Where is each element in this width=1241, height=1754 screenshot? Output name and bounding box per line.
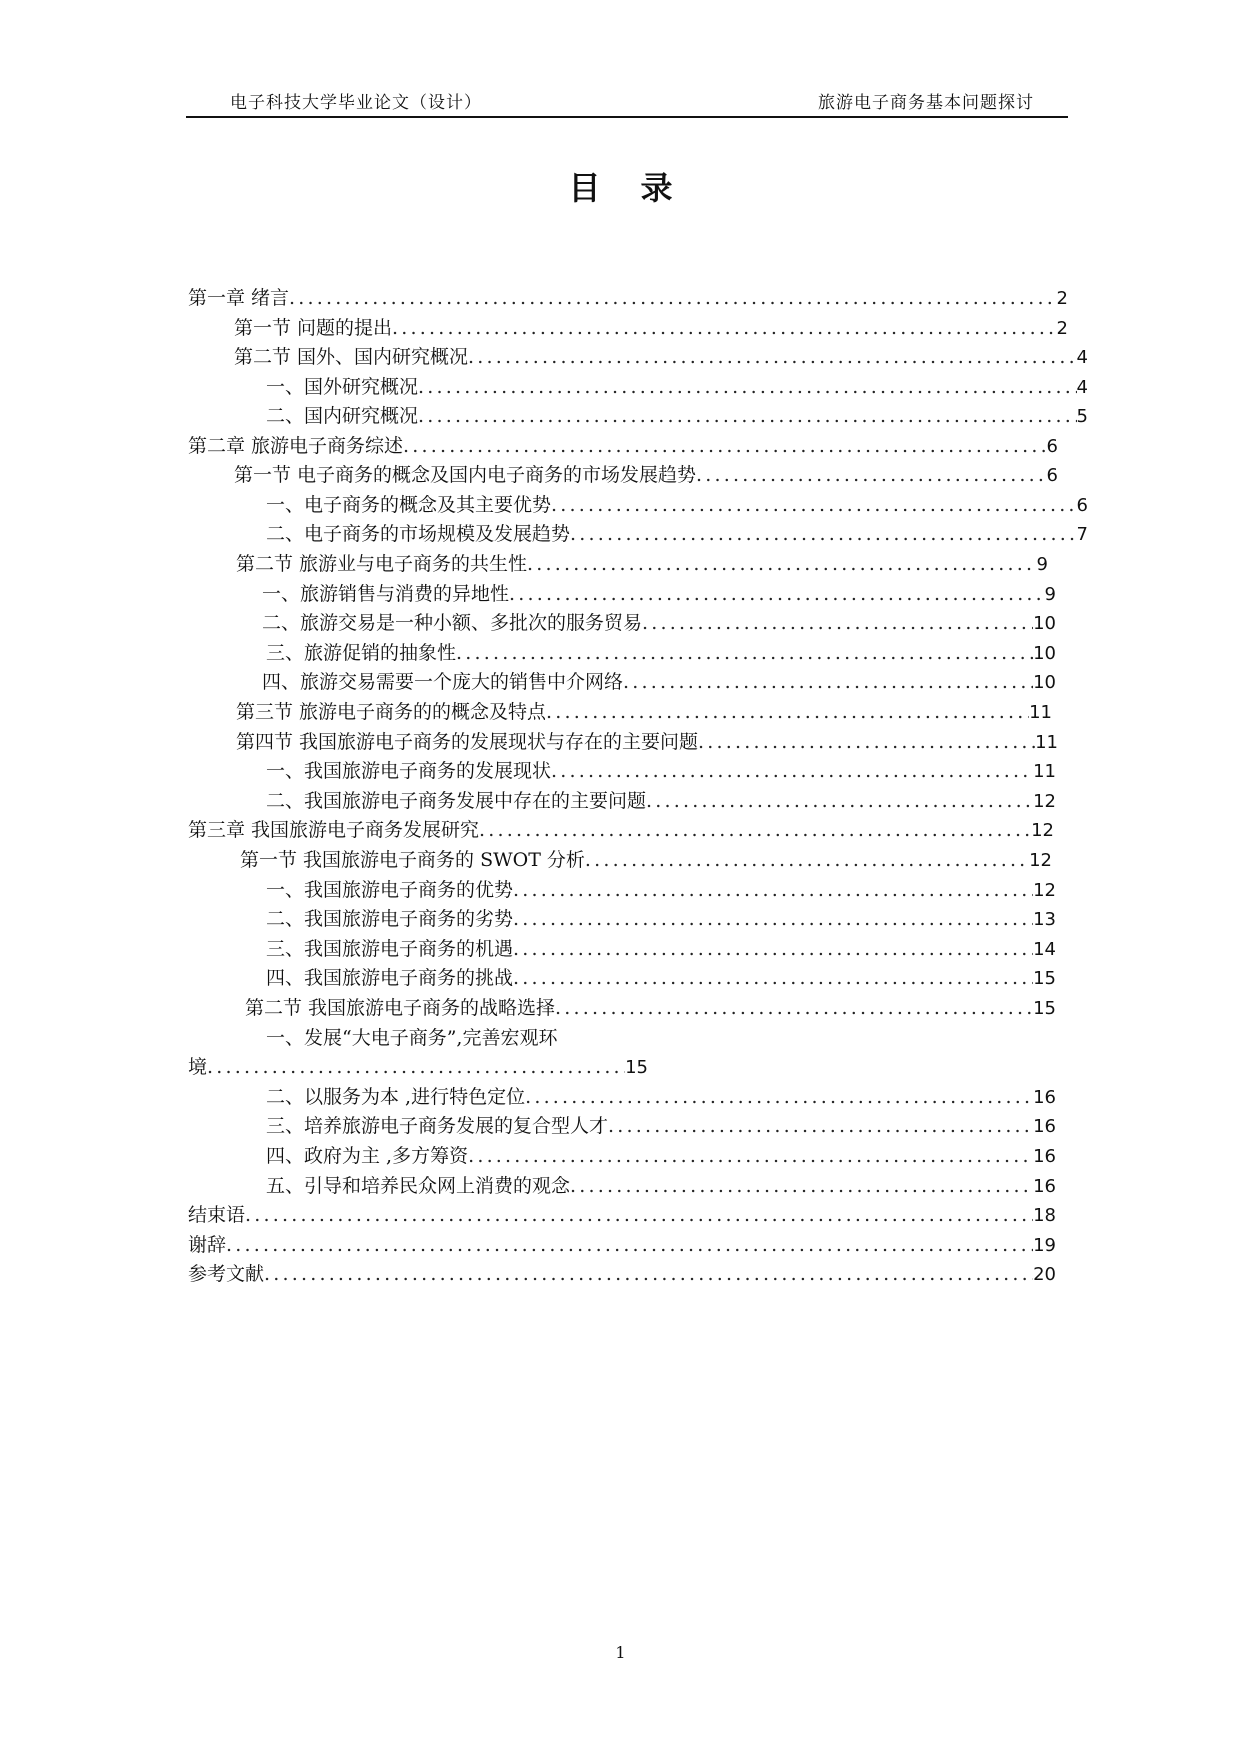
toc-entry[interactable]	[234, 342, 1088, 369]
toc-entry-wrapped[interactable]: 一、发展“大电子商务”,完善宏观环	[266, 1027, 558, 1049]
toc-entry[interactable]	[262, 579, 1056, 606]
toc-label: 结束语	[188, 1204, 246, 1226]
header-right: 旅游电子商务基本问题探讨	[818, 93, 1034, 113]
toc-page: 2	[1056, 318, 1068, 339]
toc-entry[interactable]	[266, 519, 1088, 546]
toc-page: 11	[1033, 761, 1056, 782]
toc-page: 12	[1031, 820, 1054, 841]
toc-page: 6	[1076, 495, 1088, 516]
toc-entry[interactable]	[188, 1230, 1056, 1257]
toc-label: 谢辞	[188, 1234, 227, 1256]
toc-page: 10	[1033, 613, 1056, 634]
toc-page: 19	[1033, 1235, 1056, 1256]
toc-label: 二、我国旅游电子商务的劣势	[266, 908, 514, 930]
toc-label: 境	[188, 1056, 208, 1078]
toc-entry[interactable]	[188, 815, 1054, 842]
toc-label: 三、我国旅游电子商务的机遇	[266, 938, 514, 960]
toc-label: 第二章 旅游电子商务综述	[188, 435, 404, 457]
toc-label: 五、引导和培养民众网上消费的观念	[266, 1175, 571, 1197]
toc-page: 16	[1033, 1146, 1056, 1167]
toc-label: 二、旅游交易是一种小额、多批次的服务贸易	[262, 612, 643, 634]
toc-page: 14	[1033, 939, 1056, 960]
toc-entry[interactable]	[188, 283, 1068, 310]
toc-label: 一、我国旅游电子商务的发展现状	[266, 760, 552, 782]
toc-page: 10	[1033, 643, 1056, 664]
toc-page: 6	[1046, 436, 1058, 457]
header-left: 电子科技大学毕业论文（设计）	[230, 93, 482, 113]
toc-entry[interactable]	[234, 313, 1068, 340]
toc-entry[interactable]	[266, 1141, 1056, 1168]
toc-label: 参考文献	[188, 1263, 265, 1285]
toc-label: 第四节 我国旅游电子商务的发展现状与存在的主要问题	[236, 731, 699, 753]
toc-label: 第三章 我国旅游电子商务发展研究	[188, 819, 480, 841]
toc-page: 16	[1033, 1116, 1056, 1137]
toc-page: 13	[1033, 909, 1056, 930]
toc-label: 第二节 我国旅游电子商务的战略选择	[245, 997, 556, 1019]
toc-entry[interactable]	[188, 431, 1058, 458]
toc-entry[interactable]	[266, 934, 1056, 961]
toc-entry[interactable]	[262, 608, 1056, 635]
toc-entry[interactable]	[266, 490, 1088, 517]
toc-page: 18	[1033, 1205, 1056, 1226]
toc-label: 第一节 问题的提出	[234, 317, 393, 339]
toc-entry[interactable]	[262, 667, 1056, 694]
toc-label: 三、旅游促销的抽象性	[266, 642, 457, 664]
toc-entry[interactable]	[188, 1200, 1056, 1227]
toc-page: 20	[1033, 1264, 1056, 1285]
toc-page: 15	[1033, 998, 1056, 1019]
toc-label: 第二节 旅游业与电子商务的共生性	[236, 553, 528, 575]
toc-label: 第二节 国外、国内研究概况	[234, 346, 469, 368]
toc-label: 二、以服务为本 ,进行特色定位	[266, 1086, 526, 1108]
toc-label: 二、国内研究概况	[266, 405, 419, 427]
toc-page: 7	[1076, 524, 1088, 545]
toc-page: 5	[1076, 406, 1088, 427]
toc-label: 第一章 绪言	[188, 287, 290, 309]
toc-label: 四、旅游交易需要一个庞大的销售中介网络	[262, 671, 624, 693]
toc-entry[interactable]	[266, 372, 1088, 399]
toc-label: 一、我国旅游电子商务的优势	[266, 879, 514, 901]
toc-entry[interactable]	[188, 1259, 1056, 1286]
toc-entry[interactable]	[266, 786, 1056, 813]
toc-page: 16	[1033, 1087, 1056, 1108]
toc-entry[interactable]	[188, 1052, 648, 1079]
toc-entry[interactable]	[266, 904, 1056, 931]
toc-page: 12	[1033, 791, 1056, 812]
toc-page: 4	[1076, 347, 1088, 368]
toc-entry[interactable]	[266, 1082, 1056, 1109]
toc-page: 12	[1033, 880, 1056, 901]
toc-page: 9	[1044, 584, 1056, 605]
toc-page: 15	[625, 1057, 648, 1078]
toc-label: 二、我国旅游电子商务发展中存在的主要问题	[266, 790, 647, 812]
toc-entry[interactable]	[266, 638, 1056, 665]
toc-label: 四、我国旅游电子商务的挑战	[266, 967, 514, 989]
toc-entry[interactable]	[266, 875, 1056, 902]
toc-label: 第三节 旅游电子商务的的概念及特点	[236, 701, 547, 723]
toc-entry[interactable]	[236, 727, 1058, 754]
toc-label: 二、电子商务的市场规模及发展趋势	[266, 523, 571, 545]
toc-label: 一、电子商务的概念及其主要优势	[266, 494, 552, 516]
toc-page: 11	[1029, 702, 1052, 723]
toc-label: 一、旅游销售与消费的异地性	[262, 583, 510, 605]
toc-entry[interactable]	[234, 460, 1058, 487]
page-header	[186, 88, 1068, 118]
toc-page: 12	[1029, 850, 1052, 871]
toc-page: 10	[1033, 672, 1056, 693]
toc-entry[interactable]	[236, 549, 1048, 576]
toc-entry[interactable]	[266, 963, 1056, 990]
page-title: 目录	[568, 169, 713, 207]
toc-entry[interactable]	[236, 697, 1052, 724]
toc-page: 11	[1035, 732, 1058, 753]
toc-label: 三、培养旅游电子商务发展的复合型人才	[266, 1115, 609, 1137]
toc-entry[interactable]	[245, 993, 1056, 1020]
toc-page: 15	[1033, 968, 1056, 989]
page-number: 1	[615, 1643, 626, 1662]
toc-entry[interactable]	[266, 1111, 1056, 1138]
toc-page: 4	[1076, 377, 1088, 398]
toc-label: 一、国外研究概况	[266, 376, 419, 398]
toc-label: 四、政府为主 ,多方筹资	[266, 1145, 469, 1167]
toc-entry[interactable]	[266, 401, 1088, 428]
toc-page: 2	[1056, 288, 1068, 309]
toc-page: 6	[1046, 465, 1058, 486]
toc-label: 第一节 电子商务的概念及国内电子商务的市场发展趋势	[234, 464, 697, 486]
toc-entry[interactable]	[266, 756, 1056, 783]
toc-entry[interactable]	[266, 1171, 1056, 1198]
toc-page: 9	[1036, 554, 1048, 575]
toc-label: 第一节 我国旅游电子商务的 SWOT 分析	[240, 849, 585, 871]
toc-entry[interactable]	[240, 845, 1052, 872]
toc-page: 16	[1033, 1176, 1056, 1197]
